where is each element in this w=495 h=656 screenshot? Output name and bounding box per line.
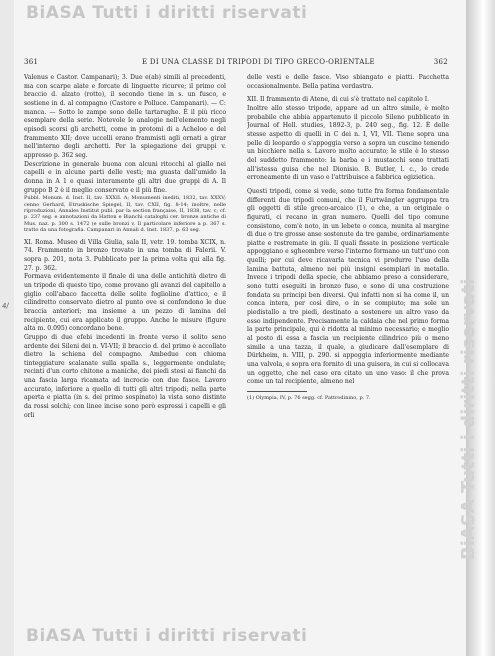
paragraph: Valenus e Castor. Campanari); 3. Due e(ab) simili al precedenti, ma con scarpe alate e forcate di linguette ricurve; il primo col braccio d. alzato (rotto), il secondo tiene in s. un fusco, e sostiene in d. al compagno (Castore e Polluce. Campanari). — C: manca. — Sotto le zampe sono delle tartarughe. È il più ricco esemplare della serie. Notevole le analogie nell'elemento negli episodi scorsi gli archetti, come in protomi di a Acheloo e del frammento XII; dove uccelli erano frammisti agli ornati a girar nell'interno degli archetti. Per la spiegazione dei gruppi v. appresso p. 362 seg. xyxy=(24,74,226,159)
footnote: (1) Olympia, IV, p. 76 segg. cf. Pattrodinino, p. 7. xyxy=(247,394,371,401)
right-text-column xyxy=(247,74,449,614)
running-title: E DI UNA CLASSE DI TRIPODI DI TIPO GRECO-ORIENTALE xyxy=(142,58,375,66)
footnote: Pubbl. Monum. d. Inst. II, tav. XXXII. A; Monumenti inediti, 1832, tav. XXXV; cenno Gerhard, Etruskische Spiegel, II, tav. CXII, fig. 8-14; inoltre, nelle riproduzioni, Annales Institut publ. par la section française, II, 1838, tav. c; cf. p. 237 seg. e annotazioni da Hatton e Bianchi cataloghi cer. bronze antiche di Mus. naz. p. 300 s. 1472 (e sulle bronzi v. Il particolare inferiore a p. 367 s. tratto da una fotografia. Campanari in Annali d. Inst. 1837, p. 63 seg. xyxy=(24,195,226,234)
watermark-side: BiASA Tutti i diritti riservati xyxy=(458,278,479,560)
paragraph: delle vesti e delle fasce. Viso sbiangato e piatti. Pacchetta occasionalmente. Bella patina verdastra. xyxy=(247,74,449,90)
paragraph: Formava evidentemente il finale di una delle antichità dietro di un tripode di questo tipo, come provano gli avanzi del capitello a giglio coll'abaco faccetta delle solite foglioline d'attico, e il cilindretto conservato dietro al punto ove si confondono le due braccia anteriori; ma insieme a un pezzo di lamina del recipiente, cui era applicato il gruppo. Anche le misure (figure alta m. 0.095) concordano bene. xyxy=(24,273,226,333)
left-text-column xyxy=(24,74,226,614)
paragraph: XII. Il frammento di Atene, di cui s'è trattato nel capitolo I. xyxy=(247,96,430,104)
footnote-rule xyxy=(247,391,307,392)
page-number-left: 361 xyxy=(24,58,39,66)
paragraph: Questi tripodi, come si vede, sono tutte fra forma fondamentale differenti due tripodi comuni, che il Furtwängler aggruppa tra gli oggetti di stile greco-arcaico (1), e che, a un originale o figurati, ci recano in gran numero. Quelli del tipo comune consistono, com'è noto, in un lebete o conca, munita al margine di due o tre grosse anse sostenute da tre gambe, ordinariamente piatte e restremate in giù. Il quali fissate in posizione verticale appoggiano e sgheombre verso l'interno formano un tutt'uno con quelli; per cui deve ricavarla tecnica vi produrre l'uso della lamina battuta, almeno nei più insigni esemplari in metallo. Invece i tripodi della specie, che abbiamo preso a considerare, sono tutti eseguiti in bronzo fuso, e sono di una costruzione fondata su principi ben diversi. Qui infatti non si ha come il, un conca intera, per così dire, o in se compiuto; ma sole un piedistallo a tre piedi, destinato a sostenere un altro vaso da esso indipendente. Precisamente la caldaia che nel primo forma la parte principale, qui è ridotta al minimo necessario; e meglio al posto di essa a fascia un recipiente cilindrico più o meno simile a una tazza, il quale, a giudicare dall'esemplare di Dürkheim, n. VIII, p. 290. si appoggia inferiormente mediante una valvola, e sopra era fornito di una guisera, in cui si collocava un oggetto, che nel caso era citato un uno vaso: il che prova come un tal recipiente, almeno nel xyxy=(247,187,449,386)
paragraph: Gruppo di due efebi incedenti in fronte verso il solito seno ardente dei Sileni dei n. VI-VII; il braccio d. del primo è accollato dietro la schiena del compagno. Ambedue con chioma tinteggiature scalanate sulla spalla s., leggermente ondulate; recinti d'un corto chitone a maniche, dei piedi stesi ai fianchi da una fascia larga ricamata ad incrocio con due fasce. Lavoro accurato, inferiore a quello di tutti gli altri tripodi; nella parte aperta e piatta (in s. dei primo sospinato) la vista sono distinte da rossi solchi; con linee incise sono però espressi i capelli e gli orli xyxy=(24,333,226,419)
paragraph: Descrizione in generale buona con alcuni ritocchi al giallo nei capelli e in alcune parti delle vesti; ma guasta dall'umido la donna in A 1 e quasi interamente gli altri due gruppi di A. Il gruppo B 2 è il meglio conservato e il più fine. xyxy=(24,160,226,194)
margin-pencil-note: 4/ xyxy=(1,301,10,311)
watermark-top: BiASA Tutti i diritti riservati xyxy=(26,3,308,23)
page-number-right: 362 xyxy=(433,58,448,66)
paragraph: XI. Roma. Museo di Villa Giulia, sala II, vetr. 19. tomba XCIX, n. 74. Frammento in bronzo trovato in una tomba di Falerii. V. sopra p. 201, nota 3. Pubblicato per la prima volta qui alla fig. 27. p. 362. xyxy=(24,238,226,272)
paragraph: Inoltre allo stesso tripode, appare ad un altro simile, è molto probabile che abbia appartenuto il piccolo Sileno pubblicato in Journal of Hell. studies, 1892-3, p. 240 seg., fig. 12. È delle stesse aspetto di quelli in C dei n. I, VI, VII. Tiene sopra una pelle di leopardo o s'appoggia verso a sopra un cuscino tenendo un bicchiere nella s. Lavoro molto accurato; le stile è lo stesso del suddetto frammento: la barba e i mustacchi sono trattati all'istessa guisa che nel Dionisio. B. Butler, l. c., lo crede erroneamente di un vaso e l'attribuisce a fabbrica egizietica. xyxy=(247,104,449,182)
watermark-bottom: BiASA Tutti i diritti riservati xyxy=(26,626,308,646)
running-header xyxy=(24,58,448,70)
